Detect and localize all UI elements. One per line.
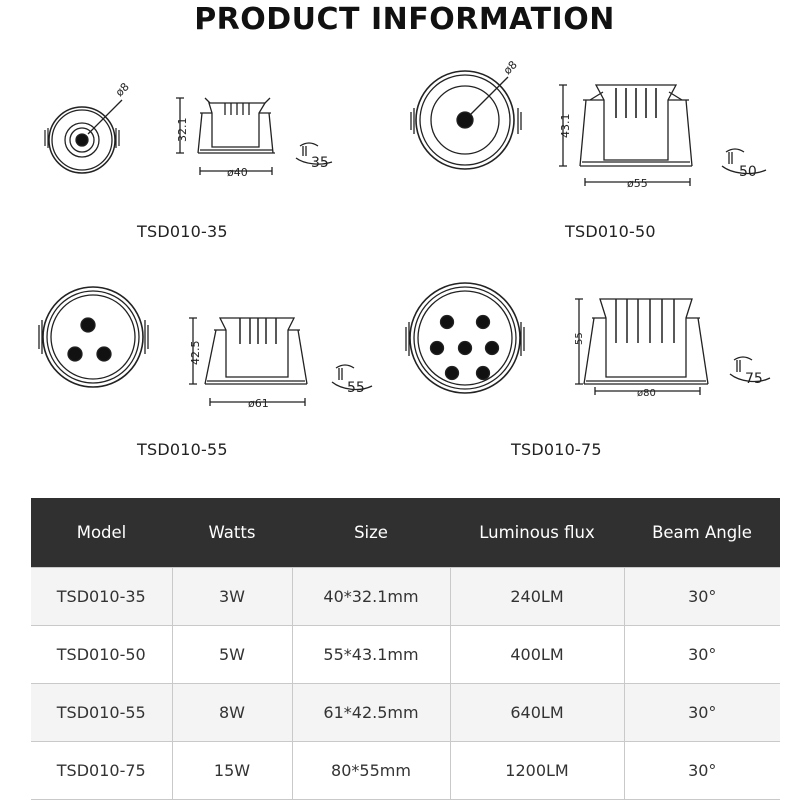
- product-55-height-label: 42.5: [189, 340, 202, 365]
- product-55-front-view: [39, 287, 148, 387]
- product-75-width-label: ø80: [637, 388, 656, 399]
- cell-watts: 5W: [172, 625, 292, 683]
- product-35-beam-label: 35: [311, 155, 329, 171]
- model-label-50: TSD010-50: [565, 222, 656, 241]
- table-row: [31, 567, 780, 625]
- product-35-side-view: [176, 98, 275, 175]
- product-50-height-label: 43.1: [559, 113, 572, 138]
- spec-table: [31, 498, 780, 800]
- cell-size: 61*42.5mm: [292, 683, 450, 741]
- product-35-dia-label: ø8: [112, 80, 132, 100]
- table-row: [31, 625, 780, 683]
- table-row: [31, 741, 780, 799]
- product-55-side-view: [189, 318, 307, 406]
- header-beam-angle: Beam Angle: [624, 498, 780, 567]
- product-75-front-view: [406, 283, 524, 393]
- cell-model: TSD010-75: [31, 741, 172, 799]
- cell-beam-angle: 30°: [624, 683, 780, 741]
- table-row: [31, 683, 780, 741]
- model-label-55: TSD010-55: [137, 440, 228, 459]
- drawings-svg: [0, 55, 809, 475]
- product-35-height-label: 32.1: [176, 117, 189, 142]
- model-label-35: TSD010-35: [137, 222, 228, 241]
- cell-watts: 3W: [172, 567, 292, 625]
- cell-size: 55*43.1mm: [292, 625, 450, 683]
- product-75-beam-label: 75: [745, 371, 763, 387]
- cell-model: TSD010-55: [31, 683, 172, 741]
- product-55-beam-label: 55: [347, 380, 365, 396]
- page-title: PRODUCT INFORMATION: [194, 2, 615, 37]
- cell-watts: 15W: [172, 741, 292, 799]
- header-luminous-flux: Luminous flux: [450, 498, 624, 567]
- product-50-front-view: [411, 71, 521, 169]
- table-header-row: [31, 498, 780, 567]
- product-50-beam-label: 50: [739, 164, 757, 180]
- product-55-width-label: ø61: [248, 397, 269, 410]
- cell-luminous-flux: 240LM: [450, 567, 624, 625]
- product-35-width-label: ø40: [227, 166, 248, 179]
- cell-beam-angle: 30°: [624, 625, 780, 683]
- product-50-width-label: ø55: [627, 177, 648, 190]
- product-35-front-view: [45, 100, 122, 173]
- model-label-75: TSD010-75: [511, 440, 602, 459]
- cell-beam-angle: 30°: [624, 741, 780, 799]
- header-watts: Watts: [172, 498, 292, 567]
- cell-luminous-flux: 1200LM: [450, 741, 624, 799]
- cell-beam-angle: 30°: [624, 567, 780, 625]
- product-50-side-view: [559, 85, 692, 186]
- cell-luminous-flux: 640LM: [450, 683, 624, 741]
- product-75-side-view: [575, 299, 708, 395]
- cell-size: 40*32.1mm: [292, 567, 450, 625]
- cell-model: TSD010-50: [31, 625, 172, 683]
- technical-drawings: [0, 55, 809, 475]
- product-75-height-label: 55: [574, 332, 585, 345]
- header-model: Model: [31, 498, 172, 567]
- header-size: Size: [292, 498, 450, 567]
- cell-luminous-flux: 400LM: [450, 625, 624, 683]
- cell-size: 80*55mm: [292, 741, 450, 799]
- cell-watts: 8W: [172, 683, 292, 741]
- cell-model: TSD010-35: [31, 567, 172, 625]
- product-50-dia-label: ø8: [500, 58, 520, 78]
